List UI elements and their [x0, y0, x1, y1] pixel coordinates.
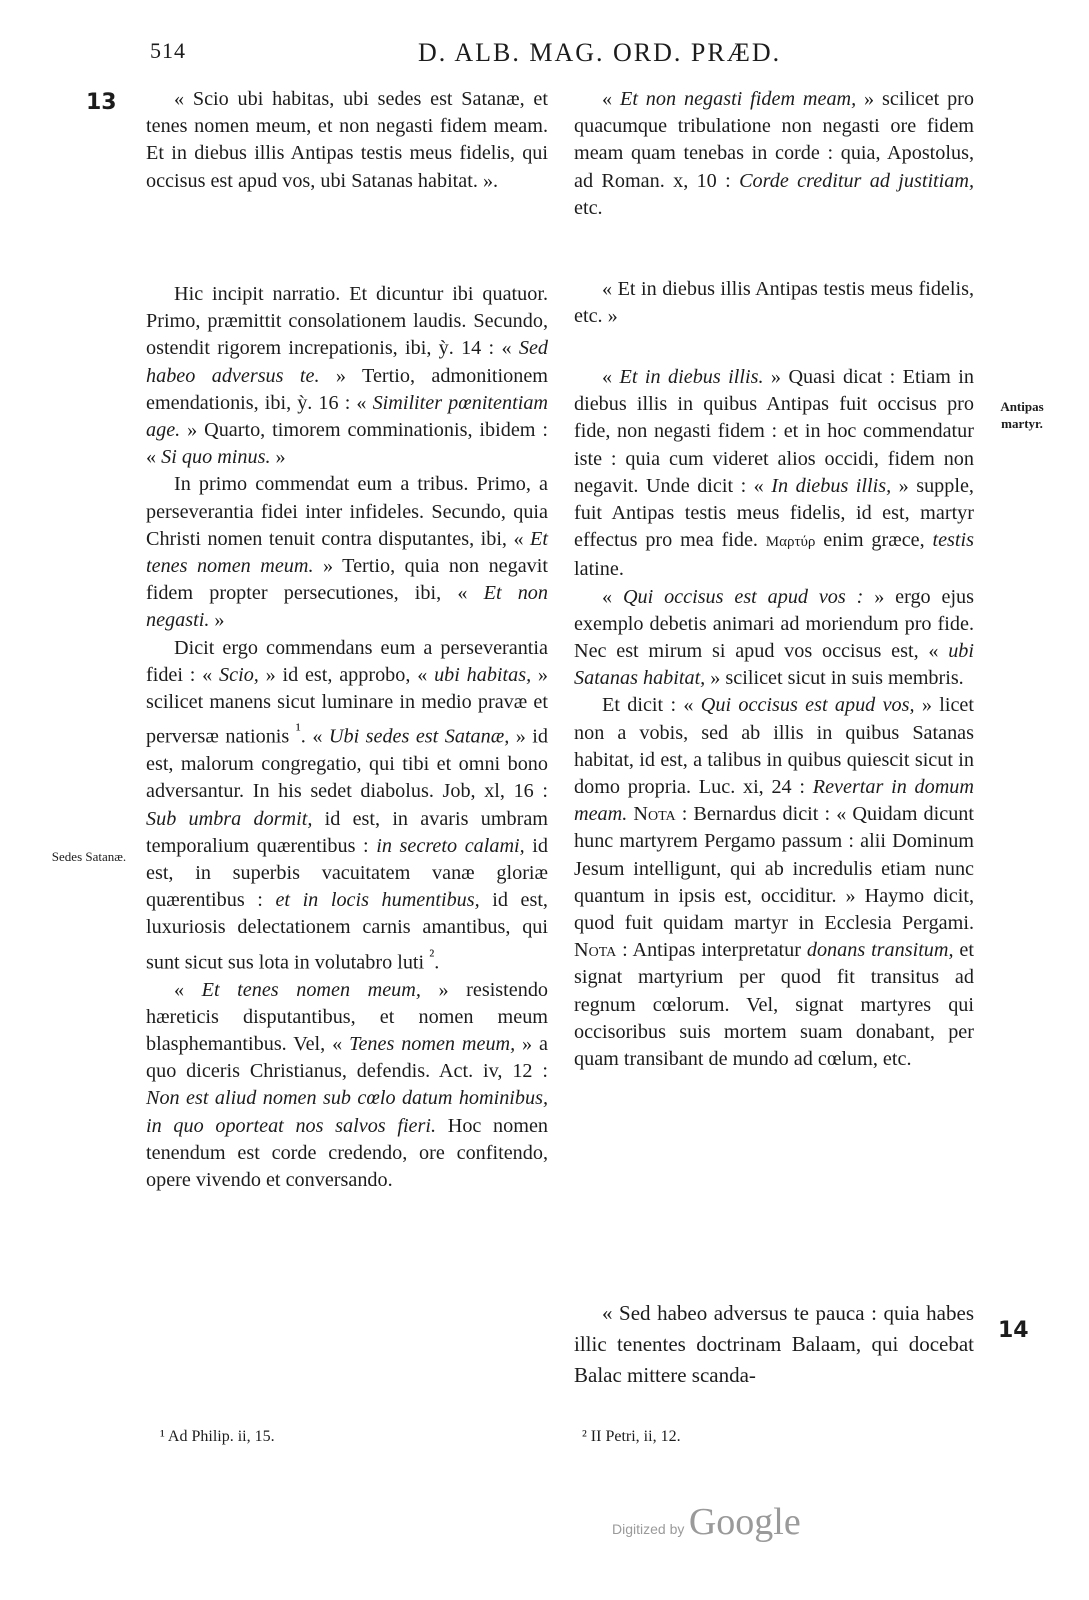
right-verse-quote-block [574, 276, 974, 330]
right-commentary [574, 364, 974, 1073]
right-paragraph-3: « Et in diebus illis. » Quasi dicat : Etiam in diebus illis in quibus Antipas fuit occisus pro fide, non negasti fidem : et in hoc commendatur iste : quia cum videret alios occidi, fidem non negavit. Unde dicit : « In diebus illis, » supple, fuit Antipas testis meus fidelis, id est, martyr effectus pro mea fide. Μαρτύρ enim græce, testis latine. [574, 366, 975, 581]
right-verse-quote: « Et in diebus illis Antipas testis meus fidelis, etc. » [574, 278, 974, 328]
verse-number-14: 14 [998, 1318, 1029, 1343]
margin-note-sedes-satanae: Sedes Satanæ. [51, 849, 127, 864]
left-verse-13 [146, 86, 548, 195]
google-logo: Google [688, 1501, 801, 1543]
footnote-right: ² II Petri, ii, 12. [582, 1428, 681, 1445]
footnote-left: ¹ Ad Philip. ii, 15. [160, 1428, 275, 1445]
verse-13-text: « Scio ubi habitas, ubi sedes est Satanæ, et tenes nomen meum, et non negasti fidem meam. Et in diebus illis Antipas testis meus fidelis, qui occisus est apud vos, ubi Satanas habitat. ». [146, 88, 548, 192]
verse-number-13: 13 [86, 90, 117, 115]
right-paragraph-4: « Qui occisus est apud vos : » ergo ejus exemplo debetis animari ad moriendum pro fide. Nec est mirum si apud vos occisus est, « ubi Satanas habitat, » scilicet sicut in suis membris. [574, 585, 975, 690]
digitized-watermark [612, 1500, 801, 1544]
page-number: 514 [150, 38, 186, 63]
right-paragraph-1-block [574, 86, 974, 222]
left-paragraph-1: Hic incipit narratio. Et dicuntur ibi quatuor. Primo, præmittit consolationem laudis. Secundo, ostendit rigorem increpationis, ibi, ỳ. 14 : « Sed habeo adversus te. » Tertio, admonitionem emendationis, ibi, ỳ. 16 : « Similiter pœnitentiam age. » Quarto, timorem comminationis, ibidem : « Si quo minus. » [146, 283, 548, 469]
watermark-prefix: Digitized by [612, 1521, 685, 1537]
margin-note-antipas-martyr: Antipas martyr. [1000, 399, 1044, 431]
running-title: D. ALB. MAG. ORD. PRÆD. [418, 38, 782, 67]
left-paragraph-4: « Et tenes nomen meum, » resistendo hæreticis disputantibus, et nomen meum blasphemantibus. Vel, « Tenes nomen meum, » a quo diceris Christianus, defendis. Act. iv, 12 : Non est aliud nomen sub cœlo datum hominibus, in quo oporteat nos salvos fieri. Hoc nomen tenendum est corde credendo, ore confitendo, opere vivendo et conversando. [146, 978, 549, 1191]
left-commentary [146, 281, 548, 1194]
right-paragraph-1: « Et non negasti fidem meam, » scilicet pro quacumque tribulatione non negasti ore fidem meam quam tenebas in corde : quia, Apostolus, ad Roman. x, 10 : Corde creditur ad justitiam, etc. [574, 88, 974, 219]
left-paragraph-3: Dicit ergo commendans eum a perseverantia fidei : « Scio, » id est, approbo, « ubi habitas, » scilicet manens sicut luminare in medio pravæ et perversæ nationis $^{^1}$. « Ubi sedes est Satanæ, » id est, malorum congregatio, qui tibi et omni bono adversantur. In his sedet diabolus. Job, xl, 16 : Sub umbra dormit, id est, in avaris umbram temporalium quærentibus : in secreto calami, id est, in superbis vacuitatem vanæ gloriæ quærentibus : et in locis humentibus, id est, luxuriosis delectationem carnis amantibus, qui sunt sicut sus lota in volutabro luti $^{^2}$. [146, 636, 549, 974]
right-verse-14-block [574, 1298, 974, 1391]
left-paragraph-2: In primo commendat eum a tribus. Primo, a perseverantia fidei inter infideles. Secundo, quia Christi nomen tenuit contra disputantes, ibi, « Et tenes nomen meum. » Tertio, quia non negavit fidem propter persecutiones, ibi, « Et non negasti. » [146, 473, 548, 632]
verse-14-text: « Sed habeo adversus te pauca : quia habes illic tenentes doctrinam Balaam, qui docebat Balac mittere scanda- [574, 1301, 974, 1387]
right-paragraph-5: Et dicit : « Qui occisus est apud vos, » licet non a vobis, sed ab illis in quibus Satanas habitat, id est, a talibus in quibus quiescit sicut in domo propria. Luc. xi, 24 : Revertar in domum meam. Nota : Bernardus dicit : « Quidam dicunt hunc martyrem Pergamo passum : alii Dominum Jesum intelligunt, qui ab incredulis etiam nunc quantum in ipsis est, occiditur. » Haymo dicit, quod fuit quidam martyr in Ecclesia Pergami. Nota : Antipas interpretatur donans transitum, et signat martyrium per quod fit transitus ad regnum cœlorum. Vel, signat martyres qui occisoribus suis mortem suam donabant, per quam transibant de mundo ad cœlum, etc. [574, 694, 975, 1071]
